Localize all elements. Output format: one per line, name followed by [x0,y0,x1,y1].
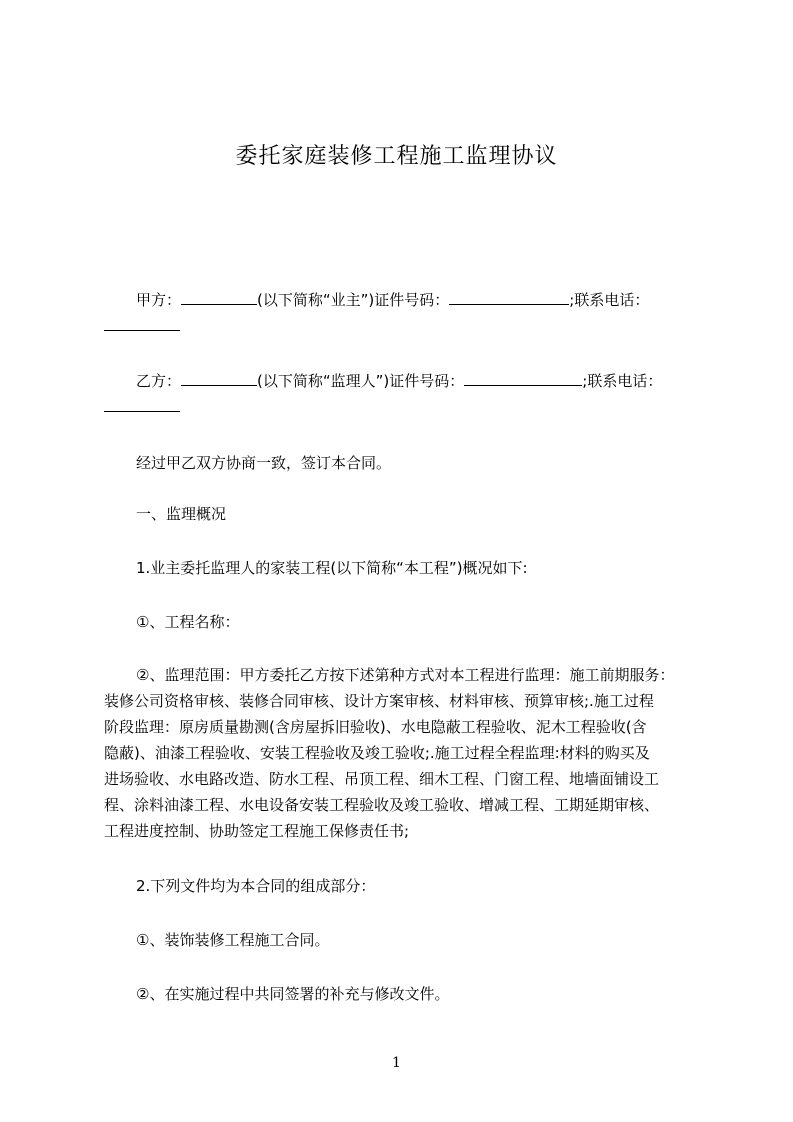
item-1-2-line: 装修公司资格审核、装修合同审核、设计方案审核、材料审核、预算审核;.施工过程 [104,692,654,710]
item-2-1: ①、装饰装修工程施工合同。 [136,931,330,949]
item-2-2: ②、在实施过程中共同签署的补充与修改文件。 [136,985,450,1003]
party-a-mid: (以下简称“业主”)证件号码： [257,291,450,309]
party-b-mid: (以下简称“监理人”)证件号码： [257,372,465,390]
party-b-id-blank [464,369,582,386]
party-b-phone-line [104,394,180,420]
item-1-2-line: 进场验收、水电路改造、防水工程、吊顶工程、细木工程、门窗工程、地墙面铺设工 [104,770,660,788]
section-1-heading: 一、监理概况 [136,505,227,523]
item-1-1: ①、工程名称： [136,613,240,631]
party-a-phone-blank [104,314,180,331]
party-b-label: 乙方： [136,372,182,390]
item-1-2-line: ②、监理范围：甲方委托乙方按下述第种方式对本工程进行监理：施工前期服务： [136,666,675,684]
item-1-2-line: 工程进度控制、协助签定工程施工保修责任书; [104,822,410,840]
item-1-2-line: 程、涂料油漆工程、水电设备安装工程验收及竣工验收、增减工程、工期延期审核、 [104,796,660,814]
party-b-name-blank [181,369,257,386]
item-1: 1.业主委托监理人的家装工程(以下简称“本工程”)概况如下: [136,559,528,577]
agreement-line: 经过甲乙双方协商一致，签订本合同。 [136,454,392,472]
party-b-tail: ;联系电话： [582,372,663,390]
party-a-phone-line [104,313,180,339]
party-a-label: 甲方： [136,291,182,309]
page-number: 1 [392,1055,401,1071]
item-2: 2.下列文件均为本合同的组成部分： [136,877,376,895]
party-a-id-blank [449,288,569,305]
party-a-line [136,287,649,313]
item-1-2-line: 阶段监理：原房质量勘测(含房屋拆旧验收)、水电隐蔽工程验收、泥木工程验收(含 [104,718,647,736]
document-title: 委托家庭装修工程施工监理协议 [235,144,558,169]
party-a-tail: ;联系电话： [569,291,650,309]
party-a-name-blank [181,288,257,305]
party-b-line [136,368,662,394]
party-b-phone-blank [104,395,180,412]
item-1-2-line: 隐蔽)、油漆工程验收、安装工程验收及竣工验收;.施工过程全程监理:材料的购买及 [104,744,650,762]
